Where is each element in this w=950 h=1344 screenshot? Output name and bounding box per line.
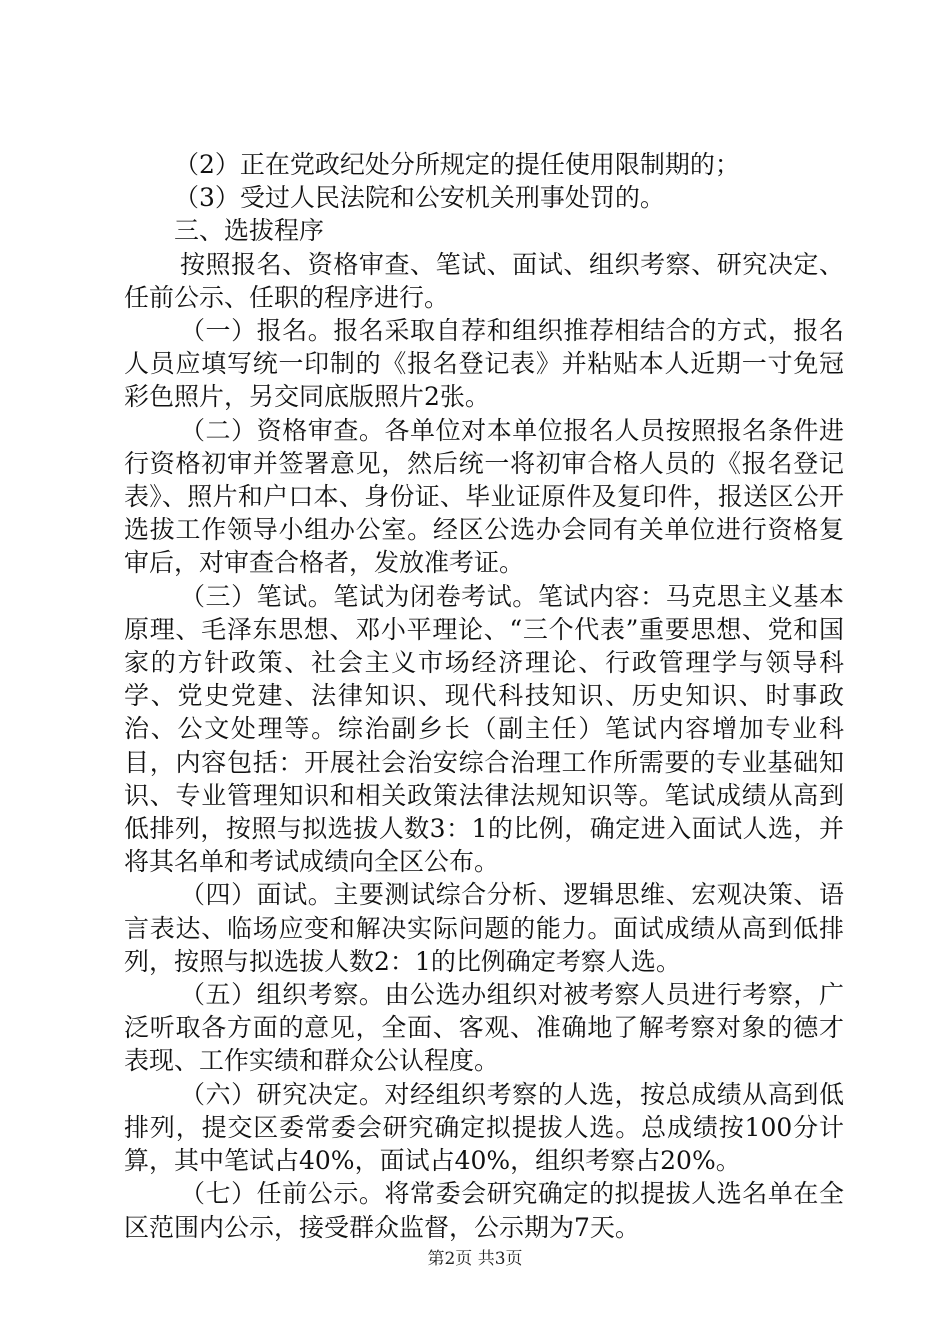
paragraph-procedure-intro: 按照报名、资格审查、笔试、面试、组织考察、研究决定、任前公示、任职的程序进行。 <box>124 249 844 312</box>
paragraph-item-3: （3）受过人民法院和公安机关刑事处罚的。 <box>174 183 665 213</box>
document-body <box>124 148 844 1244</box>
section-heading: 三、选拔程序 <box>174 216 325 246</box>
paragraph-qualification-review: （二）资格审查。各单位对本单位报名人员按照报名条件进行资格初审并签署意见，然后统一将初审合格人员的《报名登记表》、照片和户口本、身份证、毕业证原件及复印件，报送区公开选拔工作领导小组办公室。经区公选办会同有关单位进行资格复审后，对审查合格者，发放准考证。 <box>124 415 844 578</box>
paragraph-item-2: （2）正在党政纪处分所规定的提任使用限制期的； <box>174 150 740 179</box>
paragraph-registration: （一）报名。报名采取自荐和组织推荐相结合的方式，报名人员应填写统一印制的《报名登记表》并粘贴本人近期一寸免冠彩色照片，另交同底版照片2张。 <box>124 316 844 412</box>
paragraph-pre-appointment-notice: （七）任前公示。将常委会研究确定的拟提拔人选名单在全区范围内公示，接受群众监督，公示期为7天。 <box>124 1179 844 1242</box>
paragraph-research-decision: （六）研究决定。对经组织考察的人选，按总成绩从高到低排列，提交区委常委会研究确定拟提拔人选。总成绩按100分计算，其中笔试占40%，面试占40%，组织考察占20%。 <box>124 1079 844 1176</box>
page-number-footer: 第2页 共3页 <box>427 1249 523 1269</box>
paragraph-organizational-inspection: （五）组织考察。由公选办组织对被考察人员进行考察，广泛听取各方面的意见，全面、客观、准确地了解考察对象的德才表现、工作实绩和群众公认程度。 <box>124 980 844 1076</box>
paragraph-interview: （四）面试。主要测试综合分析、逻辑思维、宏观决策、语言表达、临场应变和解决实际问题的能力。面试成绩从高到低排列，按照与拟选拔人数2：1的比例确定考察人选。 <box>124 880 844 976</box>
paragraph-written-exam: （三）笔试。笔试为闭卷考试。笔试内容：马克思主义基本原理、毛泽东思想、邓小平理论、“三个代表”重要思想、党和国家的方针政策、社会主义市场经济理论、行政管理学与领导科学、党史党建、法律知识、现代科技知识、历史知识、时事政治、公文处理等。综治副乡长（副主任）笔试内容增加专业科目，内容包括：开展社会治安综合治理工作所需要的专业基础知识、专业管理知识和相关政策法律法规知识等。笔试成绩从高到低排列，按照与拟选拔人数3：1的比例，确定进入面试人选，并将其名单和考试成绩向全区公布。 <box>124 581 844 877</box>
